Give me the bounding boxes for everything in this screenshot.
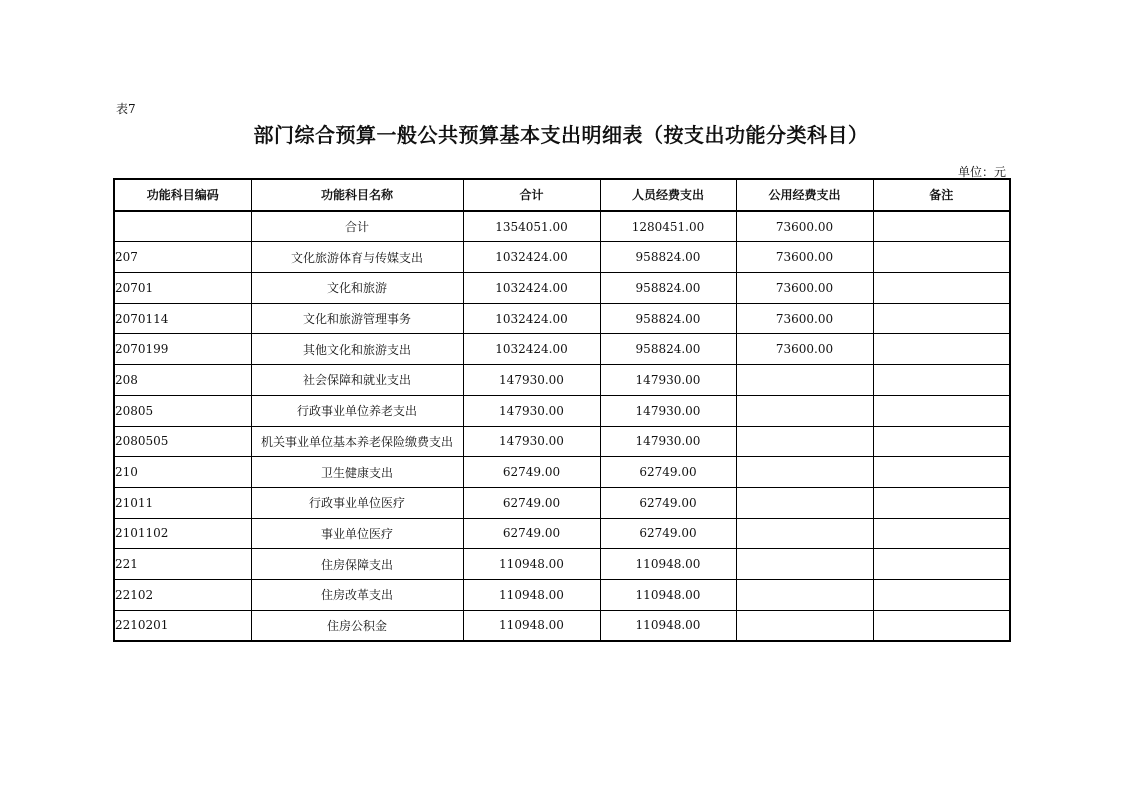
table-row	[114, 518, 1010, 549]
function-name-cell: 卫生健康支出	[251, 457, 463, 488]
function-code-cell: 2080505	[114, 426, 251, 457]
public-expense-cell	[736, 487, 873, 518]
personnel-expense-cell: 958824.00	[600, 334, 736, 365]
personnel-expense-cell: 958824.00	[600, 273, 736, 304]
remarks-cell	[873, 395, 1010, 426]
table-row	[114, 610, 1010, 641]
personnel-expense-cell: 958824.00	[600, 242, 736, 273]
personnel-expense-cell: 147930.00	[600, 426, 736, 457]
header-remarks: 备注	[873, 179, 1010, 211]
table-row	[114, 211, 1010, 242]
header-total: 合计	[463, 179, 600, 211]
function-name-cell: 住房保障支出	[251, 549, 463, 580]
header-public-expense: 公用经费支出	[736, 179, 873, 211]
table-row	[114, 457, 1010, 488]
total-cell: 1032424.00	[463, 242, 600, 273]
table-number: 表7	[116, 102, 136, 116]
total-cell: 62749.00	[463, 457, 600, 488]
public-expense-cell	[736, 365, 873, 396]
remarks-cell	[873, 549, 1010, 580]
header-function-name: 功能科目名称	[251, 179, 463, 211]
personnel-expense-cell: 62749.00	[600, 518, 736, 549]
function-name-cell: 文化旅游体育与传媒支出	[251, 242, 463, 273]
total-cell: 110948.00	[463, 579, 600, 610]
function-code-cell: 207	[114, 242, 251, 273]
table-row	[114, 549, 1010, 580]
function-code-cell: 2070199	[114, 334, 251, 365]
table-row	[114, 395, 1010, 426]
table-row	[114, 334, 1010, 365]
public-expense-cell	[736, 549, 873, 580]
remarks-cell	[873, 426, 1010, 457]
public-expense-cell	[736, 426, 873, 457]
total-cell: 62749.00	[463, 487, 600, 518]
total-cell: 62749.00	[463, 518, 600, 549]
function-name-cell: 文化和旅游	[251, 273, 463, 304]
function-code-cell: 210	[114, 457, 251, 488]
total-cell: 147930.00	[463, 426, 600, 457]
public-expense-cell	[736, 395, 873, 426]
header-personnel-expense: 人员经费支出	[600, 179, 736, 211]
public-expense-cell: 73600.00	[736, 303, 873, 334]
public-expense-cell	[736, 518, 873, 549]
function-name-cell: 行政事业单位养老支出	[251, 395, 463, 426]
total-cell: 147930.00	[463, 365, 600, 396]
remarks-cell	[873, 211, 1010, 242]
personnel-expense-cell: 147930.00	[600, 365, 736, 396]
remarks-cell	[873, 518, 1010, 549]
personnel-expense-cell: 62749.00	[600, 457, 736, 488]
remarks-cell	[873, 487, 1010, 518]
table-row	[114, 579, 1010, 610]
total-cell: 1032424.00	[463, 303, 600, 334]
function-name-cell: 社会保障和就业支出	[251, 365, 463, 396]
function-code-cell: 2070114	[114, 303, 251, 334]
function-name-cell: 文化和旅游管理事务	[251, 303, 463, 334]
total-cell: 1032424.00	[463, 334, 600, 365]
function-name-cell: 事业单位医疗	[251, 518, 463, 549]
table-row	[114, 487, 1010, 518]
function-code-cell: 21011	[114, 487, 251, 518]
total-cell: 1354051.00	[463, 211, 600, 242]
table-row	[114, 242, 1010, 273]
personnel-expense-cell: 110948.00	[600, 549, 736, 580]
header-function-code: 功能科目编码	[114, 179, 251, 211]
personnel-expense-cell: 958824.00	[600, 303, 736, 334]
remarks-cell	[873, 457, 1010, 488]
personnel-expense-cell: 62749.00	[600, 487, 736, 518]
remarks-cell	[873, 579, 1010, 610]
function-name-cell: 行政事业单位医疗	[251, 487, 463, 518]
table-header-row	[114, 179, 1010, 211]
table-row	[114, 273, 1010, 304]
total-cell: 110948.00	[463, 610, 600, 641]
function-code-cell: 2101102	[114, 518, 251, 549]
remarks-cell	[873, 610, 1010, 641]
function-code-cell: 20805	[114, 395, 251, 426]
public-expense-cell	[736, 457, 873, 488]
budget-table	[113, 178, 1011, 642]
function-code-cell: 208	[114, 365, 251, 396]
personnel-expense-cell: 110948.00	[600, 579, 736, 610]
function-code-cell	[114, 211, 251, 242]
total-cell: 1032424.00	[463, 273, 600, 304]
remarks-cell	[873, 242, 1010, 273]
remarks-cell	[873, 303, 1010, 334]
public-expense-cell: 73600.00	[736, 211, 873, 242]
table-row	[114, 365, 1010, 396]
table-row	[114, 303, 1010, 334]
function-name-cell: 其他文化和旅游支出	[251, 334, 463, 365]
public-expense-cell: 73600.00	[736, 334, 873, 365]
personnel-expense-cell: 147930.00	[600, 395, 736, 426]
function-code-cell: 221	[114, 549, 251, 580]
personnel-expense-cell: 1280451.00	[600, 211, 736, 242]
page-title: 部门综合预算一般公共预算基本支出明细表（按支出功能分类科目）	[253, 123, 869, 147]
total-cell: 110948.00	[463, 549, 600, 580]
total-cell: 147930.00	[463, 395, 600, 426]
table-row	[114, 426, 1010, 457]
function-code-cell: 20701	[114, 273, 251, 304]
function-code-cell: 2210201	[114, 610, 251, 641]
function-name-cell: 住房改革支出	[251, 579, 463, 610]
personnel-expense-cell: 110948.00	[600, 610, 736, 641]
function-name-cell: 机关事业单位基本养老保险缴费支出	[251, 426, 463, 457]
public-expense-cell	[736, 579, 873, 610]
remarks-cell	[873, 334, 1010, 365]
public-expense-cell	[736, 610, 873, 641]
public-expense-cell: 73600.00	[736, 273, 873, 304]
public-expense-cell: 73600.00	[736, 242, 873, 273]
remarks-cell	[873, 365, 1010, 396]
function-code-cell: 22102	[114, 579, 251, 610]
unit-label: 单位：元	[957, 165, 1006, 179]
remarks-cell	[873, 273, 1010, 304]
function-name-cell: 合计	[251, 211, 463, 242]
function-name-cell: 住房公积金	[251, 610, 463, 641]
